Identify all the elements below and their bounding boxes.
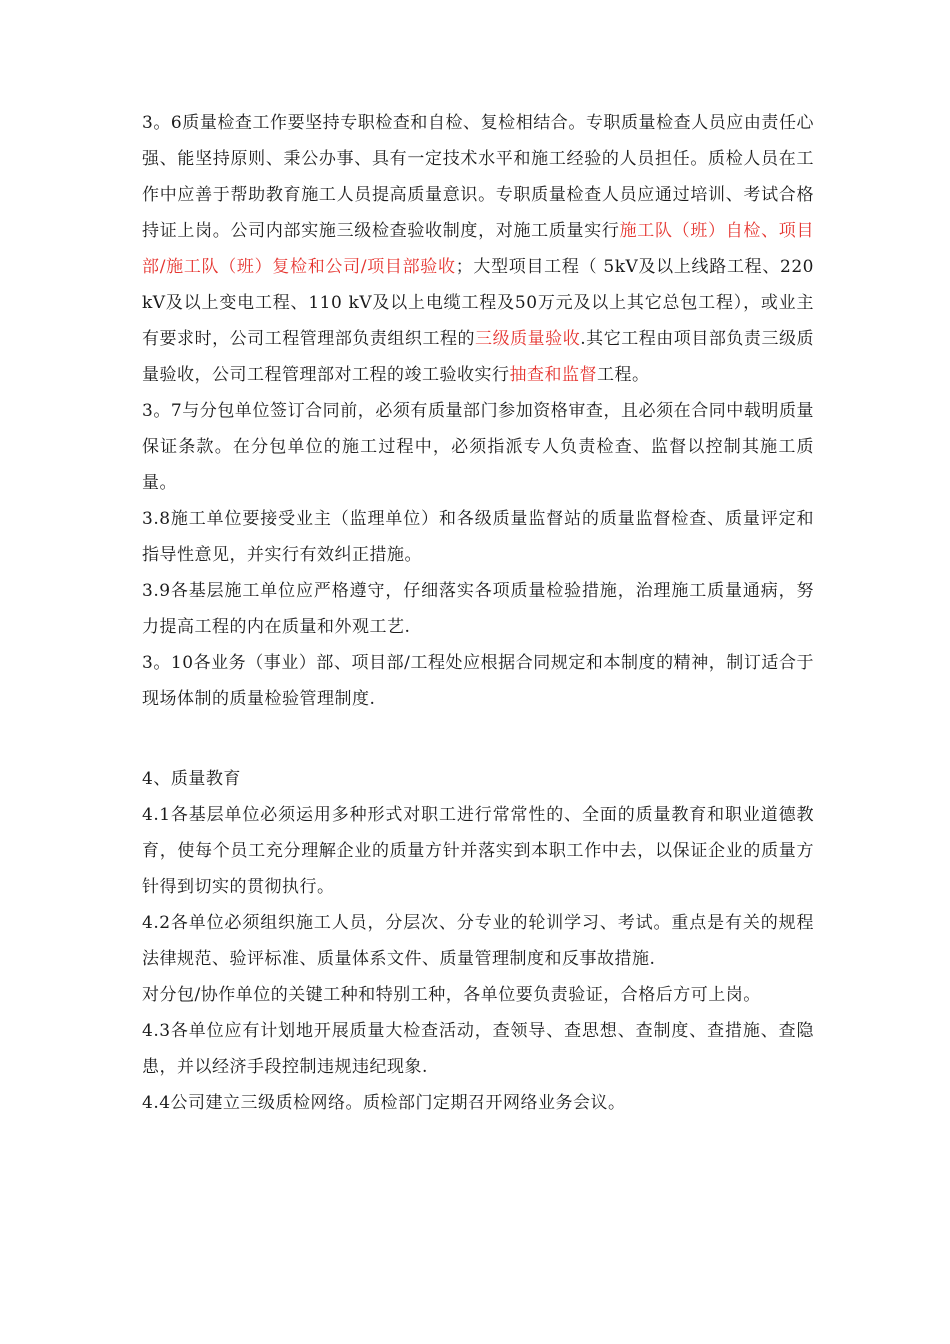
document-page [142, 105, 814, 1121]
section-heading-4: 4、质量教育 [142, 769, 241, 789]
paragraph-4-4: 4.4公司建立三级质检网络。质检部门定期召开网络业务会议。 [142, 1093, 626, 1113]
paragraph-4-2-continued: 对分包/协作单位的关键工种和特别工种，各单位要负责验证，合格后方可上岗。 [142, 985, 761, 1005]
paragraph-4-1: 4.1各基层单位必须运用多种形式对职工进行常常性的、全面的质量教育和职业道德教育，使每个员工充分理解企业的质量方针并落实到本职工作中去，以保证企业的质量方针得到切实的贯彻执行。 [142, 805, 814, 897]
highlight-inspection-levels: 施工队（班）自检、项目部/施工队（班）复检和公司/项目部验收 [142, 221, 815, 277]
paragraph-3-8: 3.8施工单位要接受业主（监理单位）和各级质量监督站的质量监督检查、质量评定和指导性意见，并实行有效纠正措施。 [142, 509, 814, 565]
paragraph-4-2: 4.2各单位必须组织施工人员，分层次、分专业的轮训学习、考试。重点是有关的规程法律规范、验评标准、质量体系文件、质量管理制度和反事故措施. [142, 913, 814, 969]
highlight-three-level-acceptance: 三级质量验收 [475, 329, 581, 349]
paragraph-3-6-text-b: ；大型项目工程（ 5kV及以上线路工程、220 kV及以上变电工程、110 kV及以上电缆工程及50万元及以上其它总包工程），或业主有要求时，公司工程管理部负责组织工程的 [142, 257, 814, 349]
section-spacer [142, 717, 814, 761]
paragraph-3-6-text-a: 3。6质量检查工作要坚持专职检查和自检、复检相结合。专职质量检查人员应由责任心强、能坚持原则、秉公办事、具有一定技术水平和施工经验的人员担任。质检人员在工作中应善于帮助教育施工人员提高质量意识。专职质量检查人员应通过培训、考试合格持证上岗。公司内部实施三级检查验收制度，对施工质量实行 [142, 113, 814, 241]
paragraph-3-7: 3。7与分包单位签订合同前，必须有质量部门参加资格审查，且必须在合同中载明质量保证条款。在分包单位的施工过程中，必须指派专人负责检查、监督以控制其施工质量。 [142, 401, 814, 493]
highlight-spot-check-supervision: 抽查和监督 [509, 365, 597, 385]
paragraph-3-10: 3。10各业务（事业）部、项目部/工程处应根据合同规定和本制度的精神，制订适合于现场体制的质量检验管理制度. [142, 653, 814, 709]
paragraph-3-6 [142, 105, 814, 393]
paragraph-3-6-text-c: .其它工程由项目部负责三级质量验收，公司工程管理部对工程的竣工验收实行 [142, 329, 815, 385]
paragraph-3-6-text-d: 工程。 [597, 365, 650, 385]
paragraph-3-9: 3.9各基层施工单位应严格遵守，仔细落实各项质量检验措施，治理施工质量通病，努力提高工程的内在质量和外观工艺. [142, 581, 814, 637]
paragraph-4-3: 4.3各单位应有计划地开展质量大检查活动，查领导、查思想、查制度、查措施、查隐患，并以经济手段控制违规违纪现象. [142, 1021, 814, 1077]
